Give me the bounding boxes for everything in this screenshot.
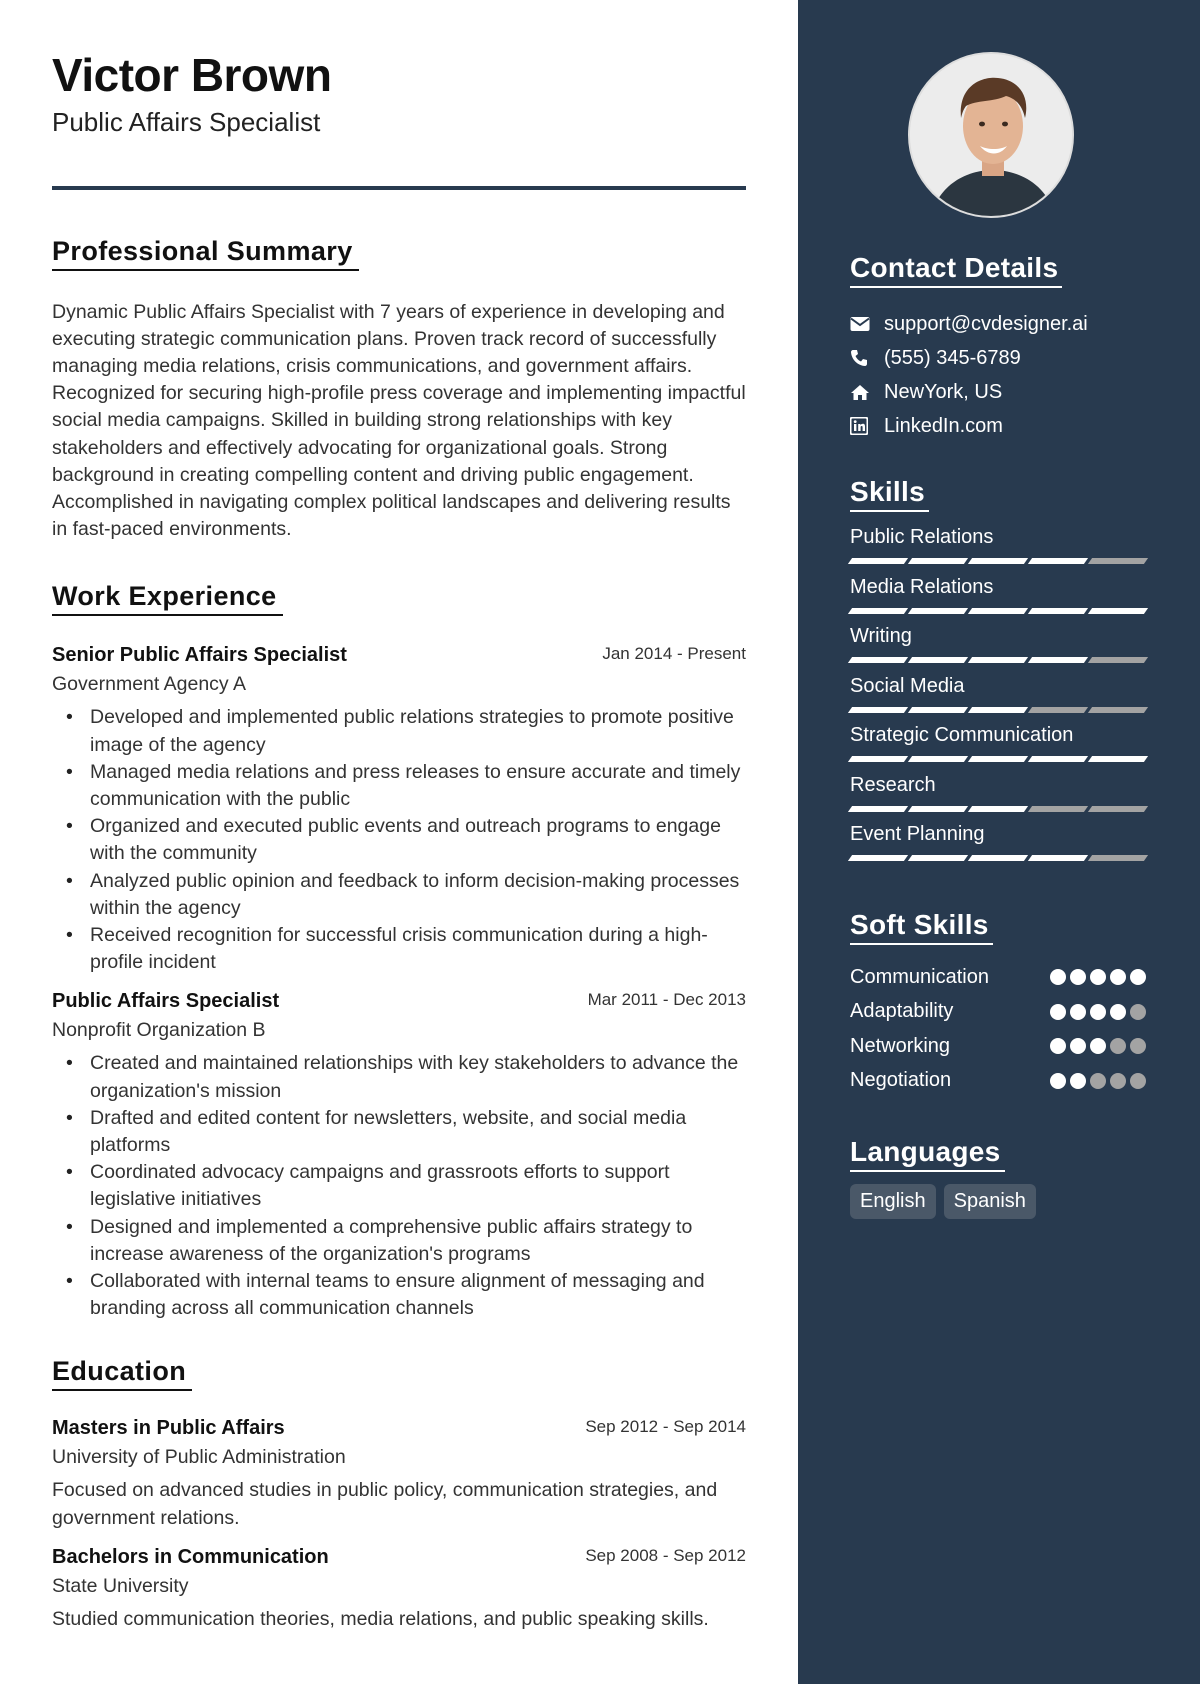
education-dates: Sep 2008 - Sep 2012	[585, 1545, 746, 1565]
skills-heading: Skills	[850, 476, 929, 512]
skill-level-segment	[848, 608, 908, 614]
skill-level-bar	[850, 806, 1146, 812]
education-description: Focused on advanced studies in public policy, communication strategies, and government relations.	[52, 1479, 718, 1529]
skill-name: Public Relations	[850, 526, 994, 548]
soft-skill-item	[850, 960, 1146, 995]
candidate-name: Victor Brown	[52, 49, 332, 101]
rating-dot	[1130, 1004, 1146, 1020]
soft-skill-rating	[1050, 1038, 1146, 1054]
rating-dot	[1130, 969, 1146, 985]
contact-heading: Contact Details	[850, 252, 1062, 288]
skill-level-segment	[968, 756, 1028, 762]
skill-item	[850, 674, 1146, 724]
skill-level-segment	[848, 657, 908, 663]
skill-level-segment	[848, 756, 908, 762]
profile-photo	[908, 52, 1074, 218]
skill-level-segment	[1088, 855, 1148, 861]
contact-phone-text: (555) 345-6789	[884, 346, 1021, 369]
job-dates: Mar 2011 - Dec 2013	[587, 990, 746, 1010]
sidebar	[798, 0, 1200, 1684]
soft-skill-rating	[1050, 1004, 1146, 1020]
skill-item	[850, 525, 1146, 575]
contact-location	[850, 375, 1088, 409]
skill-level-bar	[850, 657, 1146, 663]
home-icon	[850, 384, 884, 401]
rating-dot	[1070, 1038, 1086, 1054]
rating-dot	[1110, 1073, 1126, 1089]
linkedin-icon	[850, 417, 884, 435]
job-organization: Government Agency A	[52, 673, 247, 696]
skill-level-segment	[968, 806, 1028, 812]
job-entry	[52, 644, 746, 976]
skill-level-segment	[908, 707, 968, 713]
skill-item	[850, 575, 1146, 625]
skill-level-bar	[850, 707, 1146, 713]
job-bullet: • Developed and implemented public relations strategies to promote positive image of the agency	[52, 704, 746, 758]
degree-title: Masters in Public Affairs	[52, 1417, 285, 1440]
candidate-role: Public Affairs Specialist	[52, 106, 321, 137]
job-bullet: • Created and maintained relationships with key stakeholders to advance the organization's mission	[52, 1050, 746, 1104]
education-dates: Sep 2012 - Sep 2014	[585, 1417, 746, 1437]
skill-level-segment	[848, 707, 908, 713]
rating-dot	[1110, 1004, 1126, 1020]
skill-level-segment	[908, 657, 968, 663]
skill-level-segment	[1028, 558, 1088, 564]
rating-dot	[1130, 1038, 1146, 1054]
soft-skill-item	[850, 1064, 1146, 1099]
soft-skill-item	[850, 995, 1146, 1030]
language-chip: English	[850, 1184, 936, 1219]
rating-dot	[1050, 1073, 1066, 1089]
skill-level-segment	[908, 608, 968, 614]
contact-location-text: NewYork, US	[884, 380, 1003, 403]
skill-level-segment	[1028, 855, 1088, 861]
job-dates: Jan 2014 - Present	[602, 644, 746, 664]
skill-level-segment	[908, 855, 968, 861]
contact-email-text: support@cvdesigner.ai	[884, 312, 1088, 335]
skill-level-bar	[850, 756, 1146, 762]
skills-list	[850, 525, 1146, 872]
skill-level-segment	[1088, 608, 1148, 614]
education-entry	[52, 1546, 746, 1633]
education-entry	[52, 1417, 746, 1531]
job-bullet: • Received recognition for successful crisis communication during a high-profile incident	[52, 922, 746, 976]
contact-linkedin-text: LinkedIn.com	[884, 414, 1003, 437]
education-heading: Education	[52, 1356, 192, 1391]
rating-dot	[1050, 1004, 1066, 1020]
skill-level-segment	[908, 558, 968, 564]
job-bullet: • Collaborated with internal teams to ensure alignment of messaging and branding across all communication channels	[52, 1268, 746, 1322]
soft-skill-name: Adaptability	[850, 1000, 954, 1023]
skill-level-bar	[850, 855, 1146, 861]
education-description: Studied communication theories, media relations, and public speaking skills.	[52, 1607, 709, 1630]
soft-skills-list	[850, 960, 1146, 1098]
skill-level-segment	[1088, 707, 1148, 713]
summary-heading: Professional Summary	[52, 236, 359, 271]
rating-dot	[1070, 1073, 1086, 1089]
school-name: University of Public Administration	[52, 1446, 346, 1469]
skill-level-segment	[848, 806, 908, 812]
skill-level-segment	[1028, 608, 1088, 614]
degree-title: Bachelors in Communication	[52, 1545, 329, 1568]
job-organization: Nonprofit Organization B	[52, 1019, 266, 1042]
work-heading: Work Experience	[52, 581, 283, 616]
skill-level-segment	[1088, 756, 1148, 762]
job-bullet: • Designed and implemented a comprehensive public affairs strategy to increase awareness of the organization's programs	[52, 1214, 746, 1268]
skill-level-segment	[848, 855, 908, 861]
skill-item	[850, 822, 1146, 872]
job-bullet-list	[52, 1050, 746, 1322]
rating-dot	[1090, 1073, 1106, 1089]
soft-skill-item	[850, 1029, 1146, 1064]
skill-name: Research	[850, 773, 936, 796]
skill-level-segment	[968, 657, 1028, 663]
skill-level-segment	[1028, 806, 1088, 812]
soft-skill-rating	[1050, 1073, 1146, 1089]
job-title: Public Affairs Specialist	[52, 990, 280, 1013]
skill-item	[850, 723, 1146, 773]
school-name: State University	[52, 1574, 189, 1597]
skill-level-segment	[968, 707, 1028, 713]
skill-level-segment	[1028, 707, 1088, 713]
skill-level-segment	[908, 806, 968, 812]
skill-level-segment	[1028, 657, 1088, 663]
skill-name: Media Relations	[850, 575, 994, 598]
skill-level-segment	[968, 558, 1028, 564]
rating-dot	[1090, 969, 1106, 985]
languages-heading: Languages	[850, 1136, 1005, 1172]
soft-skill-name: Negotiation	[850, 1069, 952, 1092]
skill-item	[850, 773, 1146, 823]
rating-dot	[1070, 969, 1086, 985]
skill-name: Social Media	[850, 674, 965, 697]
rating-dot	[1090, 1038, 1106, 1054]
job-bullet: • Analyzed public opinion and feedback to inform decision-making processes within the agency	[52, 868, 746, 922]
contact-linkedin[interactable]	[850, 409, 1088, 443]
job-bullet: • Managed media relations and press releases to ensure accurate and timely communication with the public	[52, 759, 746, 813]
skill-name: Event Planning	[850, 823, 985, 845]
skill-level-segment	[968, 608, 1028, 614]
rating-dot	[1090, 1004, 1106, 1020]
summary-text: Dynamic Public Affairs Specialist with 7 years of experience in developing and executing strategic communication plans. Proven track record of successfully managing media relations, crisis communications, and government affairs. Recognized for securing high-profile press coverage and implementing impactful social media campaigns. Skilled in building strong relationships with key stakeholders and effectively advocating for organizational goals. Strong background in creating compelling content and driving public engagement. Accomplished in navigating complex political landscapes and delivering results in fast-paced environments.	[52, 300, 746, 541]
phone-icon	[850, 349, 884, 367]
contact-email[interactable]	[850, 307, 1088, 341]
skill-level-segment	[1088, 806, 1148, 812]
envelope-icon	[850, 316, 884, 332]
rating-dot	[1110, 969, 1126, 985]
skill-level-segment	[968, 855, 1028, 861]
skill-name: Strategic Communication	[850, 724, 1074, 746]
soft-skills-heading: Soft Skills	[850, 909, 993, 945]
skill-level-segment	[1028, 756, 1088, 762]
skill-level-bar	[850, 558, 1146, 564]
avatar-illustration	[910, 54, 1074, 218]
skill-level-segment	[848, 558, 908, 564]
languages-list	[850, 1184, 1036, 1219]
language-chip: Spanish	[944, 1184, 1036, 1219]
soft-skill-name: Communication	[850, 965, 989, 988]
contact-list	[850, 307, 1088, 443]
skill-level-segment	[1088, 558, 1148, 564]
skill-level-segment	[1088, 657, 1148, 663]
skill-level-segment	[908, 756, 968, 762]
job-bullet: • Coordinated advocacy campaigns and grassroots efforts to support legislative initiatives	[52, 1159, 746, 1213]
rating-dot	[1050, 1038, 1066, 1054]
skill-name: Writing	[850, 625, 912, 647]
skill-item	[850, 624, 1146, 674]
header-divider	[52, 186, 746, 190]
job-bullet: • Organized and executed public events and outreach programs to engage with the community	[52, 813, 746, 867]
soft-skill-name: Networking	[850, 1034, 951, 1057]
job-entry	[52, 990, 746, 1322]
skill-level-bar	[850, 608, 1146, 614]
rating-dot	[1070, 1004, 1086, 1020]
job-bullet-list	[52, 704, 746, 976]
rating-dot	[1050, 969, 1066, 985]
job-title: Senior Public Affairs Specialist	[52, 644, 347, 667]
soft-skill-rating	[1050, 969, 1146, 985]
rating-dot	[1130, 1073, 1146, 1089]
job-bullet: • Drafted and edited content for newsletters, website, and social media platforms	[52, 1105, 746, 1159]
contact-phone[interactable]	[850, 341, 1088, 375]
rating-dot	[1110, 1038, 1126, 1054]
